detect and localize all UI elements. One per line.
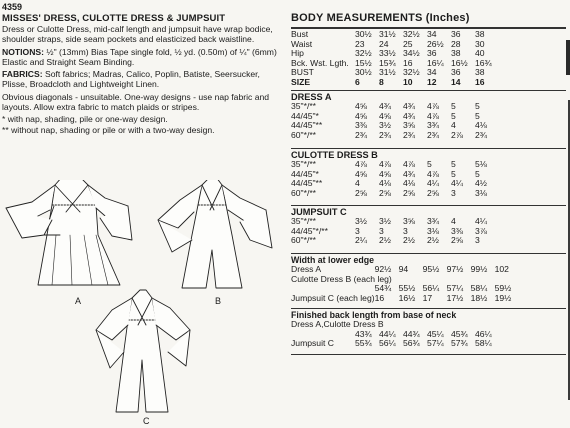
view-b-label: B: [215, 296, 222, 306]
size-value-cell: 3⅞: [475, 225, 487, 236]
size-value-cell: 34: [427, 67, 437, 78]
size-value-cell: 92½: [374, 264, 392, 274]
size-value-cell: 2⅝: [355, 187, 367, 198]
back-length-row: [291, 339, 499, 349]
row-label: 44/45"**: [291, 178, 323, 189]
yardage-row: [291, 160, 499, 170]
yardage-row: [291, 236, 499, 246]
size-value-cell: 36: [451, 67, 461, 78]
size-value-cell: 2½: [427, 235, 439, 246]
size-value-cell: 4¼: [427, 178, 439, 189]
size-value-cell: 2¾: [379, 129, 391, 140]
body-measurements-table-wrap: [291, 30, 499, 88]
size-value-cell: 4⅛: [475, 120, 487, 131]
size-row: [291, 78, 499, 88]
row-label: Bust: [291, 29, 309, 39]
yardage-row: [291, 112, 499, 122]
dress-a-block: [291, 92, 499, 140]
size-value-cell: 5: [451, 101, 456, 111]
size-value-cell: 14: [451, 76, 461, 87]
size-value-cell: 5: [475, 110, 480, 121]
size-value-cell: 5: [451, 110, 456, 121]
size-value-cell: 4: [451, 216, 456, 226]
row-label: BUST: [291, 67, 314, 78]
yardage-row: [291, 102, 499, 112]
yardage-row: [291, 170, 499, 180]
row-label: 44/45"*/**: [291, 225, 328, 236]
size-value-cell: 4¾: [403, 101, 415, 111]
jumpsuit-c-rule: [291, 253, 566, 254]
size-value-cell: 3⅛: [475, 187, 487, 198]
size-value-cell: 2½: [379, 235, 391, 246]
size-value-cell: 5⅛: [475, 159, 487, 169]
size-value-cell: 4⅛: [379, 178, 391, 189]
size-value-cell: 23: [355, 38, 365, 49]
page-edge-mark: [566, 40, 570, 75]
pattern-description-block: [2, 24, 284, 135]
size-value-cell: 3: [355, 225, 360, 236]
size-value-cell: 2⅝: [379, 187, 391, 198]
size-value-cell: 26½: [427, 38, 444, 49]
row-label: Culotte Dress B (each leg): [291, 273, 392, 284]
garment-sketches-svg: [0, 180, 285, 428]
row-label: Jumpsuit C: [291, 338, 334, 349]
size-value-cell: 32½: [403, 29, 420, 39]
size-value-cell: 2¾: [475, 129, 487, 140]
size-value-cell: 58¼: [475, 338, 492, 349]
culotte-b-rule: [291, 205, 566, 206]
row-label: Jumpsuit C (each leg): [291, 292, 375, 303]
pattern-description: Dress or Culotte Dress, mid-calf length and jumpsuit have wrap bodice, shoulder straps, side seam pockets and elasticized back waistline.: [2, 24, 273, 45]
size-value-cell: 4⅞: [403, 159, 415, 169]
size-value-cell: 97½: [446, 264, 464, 274]
size-value-cell: 4⅝: [355, 101, 367, 111]
size-value-cell: 45¼: [427, 328, 444, 339]
size-value-cell: 58¼: [470, 283, 488, 294]
size-value-cell: 5: [475, 101, 480, 111]
size-value-cell: 24: [379, 38, 389, 49]
row-label: 60"*/**: [291, 187, 317, 198]
size-value-cell: 4: [451, 120, 456, 131]
size-value-cell: 57¼: [446, 283, 464, 294]
row-label: 35"*/**: [291, 159, 317, 169]
size-value-cell: 4⅞: [427, 110, 439, 121]
size-value-cell: 3: [379, 225, 384, 236]
size-value-cell: 56¾: [403, 338, 420, 349]
size-value-cell: 4⅝: [379, 168, 391, 179]
row-label: Waist: [291, 38, 313, 49]
row-label: SIZE: [291, 76, 311, 87]
size-value-cell: 18½: [470, 292, 488, 303]
row-label: Dress A: [291, 264, 322, 274]
size-value-cell: 3⅜: [451, 225, 463, 236]
row-label: 60"*/**: [291, 129, 317, 140]
row-label: 60"*/**: [291, 235, 317, 246]
size-rule: [291, 90, 566, 91]
notions-paragraph: [2, 47, 284, 68]
pattern-title: MISSES' DRESS, CULOTTE DRESS & JUMPSUIT: [2, 13, 226, 24]
size-value-cell: 5: [451, 168, 456, 179]
size-value-cell: 3⅝: [403, 216, 415, 226]
yardage-row: [291, 189, 499, 199]
size-value-cell: 55½: [398, 283, 416, 294]
size-value-cell: 33½: [379, 48, 396, 59]
jumpsuit-c-table: [291, 217, 499, 246]
nap-note-without: ** without nap, shading or pile or with a two-way design.: [2, 124, 215, 135]
size-value-cell: 16¼: [427, 57, 444, 68]
size-value-cell: 5: [451, 159, 456, 169]
size-value-cell: 30½: [355, 67, 372, 78]
diagonals-note: Obvious diagonals - unsuitable. One-way designs - use nap fabric and layouts. Allow extra fabric to match plaids or stripes.: [2, 91, 270, 113]
size-value-cell: 34: [427, 29, 437, 39]
body-measurements-table: [291, 30, 499, 88]
size-value-cell: 16: [475, 76, 485, 87]
size-value-cell: 3: [403, 225, 408, 236]
row-label: Bck. Wst. Lgth.: [291, 57, 349, 68]
size-value-cell: 12: [427, 76, 437, 87]
row-label: Dress A,Culotte Dress B: [291, 319, 384, 329]
back-length-table: [291, 320, 499, 349]
size-value-cell: 54¾: [374, 283, 392, 294]
size-value-cell: 16: [403, 57, 413, 68]
size-value-cell: 44¼: [379, 328, 396, 339]
body-measurement-row: [291, 68, 499, 78]
back-length-heading: Finished back length from base of neck: [291, 310, 457, 320]
view-c-label: C: [143, 416, 150, 426]
view-b-culotte-sketch: [158, 180, 272, 288]
size-value-cell: 43¾: [355, 328, 372, 339]
lower-edge-rule: [291, 308, 566, 309]
size-value-cell: 3⅜: [355, 120, 367, 131]
size-value-cell: 3: [475, 235, 480, 246]
yardage-row: [291, 121, 499, 131]
size-value-cell: 40: [475, 48, 485, 59]
size-value-cell: 17½: [446, 292, 464, 303]
dress-a-table: [291, 102, 499, 140]
size-value-cell: 2⅝: [403, 187, 415, 198]
size-value-cell: 15½: [355, 57, 372, 68]
size-value-cell: 32½: [355, 48, 372, 59]
size-value-cell: 3⅛: [427, 225, 439, 236]
size-value-cell: 56¼: [422, 283, 440, 294]
size-value-cell: 59½: [494, 283, 512, 294]
fabrics-label: FABRICS:: [2, 69, 43, 80]
size-value-cell: 16¾: [475, 57, 492, 68]
size-value-cell: 5: [475, 168, 480, 179]
size-value-cell: 2⅝: [451, 235, 463, 246]
size-value-cell: 94: [398, 264, 409, 274]
size-value-cell: 45¾: [451, 328, 468, 339]
culotte-b-table: [291, 160, 499, 198]
size-value-cell: 99½: [470, 264, 488, 274]
back-length-block: [291, 310, 499, 349]
size-value-cell: 4⅞: [427, 168, 439, 179]
size-value-cell: 46¼: [475, 328, 492, 339]
lower-edge-heading: Width at lower edge: [291, 255, 375, 265]
size-value-cell: 4¼: [451, 178, 463, 189]
size-value-cell: 2⅝: [427, 187, 439, 198]
culotte-b-block: [291, 150, 499, 198]
size-value-cell: 6: [355, 76, 360, 87]
size-value-cell: 34½: [403, 48, 420, 59]
size-value-cell: 2¼: [355, 235, 367, 246]
row-label: 44/45"*: [291, 168, 319, 179]
size-value-cell: 10: [403, 76, 413, 87]
body-measurements-heading: BODY MEASUREMENTS (Inches): [291, 12, 470, 24]
size-value-cell: 28: [451, 38, 461, 49]
notions-text: ½" (13mm) Bias Tape single fold, ½ yd. (0.50m) of ¼" (6mm) Elastic and Straight Seam Binding.: [2, 46, 277, 67]
size-value-cell: 38: [451, 48, 461, 59]
size-value-cell: 30½: [355, 29, 372, 39]
size-value-cell: 5: [427, 159, 432, 169]
size-value-cell: 2¾: [403, 129, 415, 140]
measurement-chart-panel: [287, 0, 570, 428]
size-value-cell: 4¾: [379, 101, 391, 111]
size-value-cell: 56¼: [379, 338, 396, 349]
size-value-cell: 31½: [379, 67, 396, 78]
size-value-cell: 16: [374, 292, 385, 303]
notions-label: NOTIONS:: [2, 46, 45, 57]
view-a-label: A: [75, 296, 82, 306]
size-value-cell: 4: [355, 178, 360, 189]
size-value-cell: 4⅝: [355, 110, 367, 121]
size-value-cell: 3½: [355, 216, 367, 226]
back-length-rule: [291, 354, 566, 355]
size-value-cell: 4¾: [403, 110, 415, 121]
nap-note-with: * with nap, shading, pile or one-way design.: [2, 114, 168, 125]
size-value-cell: 4⅝: [379, 110, 391, 121]
size-value-cell: 25: [403, 38, 413, 49]
size-value-cell: 4⅝: [355, 168, 367, 179]
yardage-row: [291, 131, 499, 141]
size-value-cell: 31½: [379, 29, 396, 39]
size-value-cell: 3¾: [427, 216, 439, 226]
dress-a-heading: DRESS A: [291, 92, 332, 102]
size-value-cell: 2⅞: [451, 129, 463, 140]
row-label: 35"*/**: [291, 216, 317, 226]
row-label: 44/45"**: [291, 120, 323, 131]
size-value-cell: 16½: [451, 57, 468, 68]
size-value-cell: 15¾: [379, 57, 396, 68]
view-c-jumpsuit-sketch: [96, 290, 190, 412]
lower-edge-row: [291, 294, 519, 304]
size-value-cell: 55¾: [355, 338, 372, 349]
yardage-row: [291, 179, 499, 189]
size-value-cell: 16½: [398, 292, 416, 303]
garment-sketches: [0, 180, 285, 428]
pattern-number: 4359: [2, 2, 23, 12]
view-a-dress-sketch: [6, 180, 132, 285]
size-value-cell: 4⅞: [379, 159, 391, 169]
yardage-row: [291, 227, 499, 237]
lower-edge-block: [291, 255, 519, 303]
size-value-cell: 4⅛: [403, 178, 415, 189]
size-value-cell: 4¾: [403, 168, 415, 179]
fabrics-paragraph: [2, 69, 284, 90]
row-label: Hip: [291, 48, 304, 59]
size-value-cell: 4¼: [475, 216, 487, 226]
size-value-cell: 17: [422, 292, 433, 303]
row-label: 35"*/**: [291, 101, 317, 111]
jumpsuit-c-block: [291, 207, 499, 246]
size-value-cell: 4⅞: [427, 101, 439, 111]
size-value-cell: 36: [451, 29, 461, 39]
size-value-cell: 2¾: [427, 129, 439, 140]
size-value-cell: 38: [475, 67, 485, 78]
size-value-cell: 3½: [379, 120, 391, 131]
size-value-cell: 102: [494, 264, 509, 274]
size-value-cell: 19½: [494, 292, 512, 303]
culotte-b-heading: CULOTTE DRESS B: [291, 150, 378, 160]
size-value-cell: 4½: [475, 178, 487, 189]
size-value-cell: 44¾: [403, 328, 420, 339]
lower-edge-table: [291, 265, 519, 303]
size-value-cell: 3: [451, 187, 456, 198]
size-value-cell: 4⅞: [355, 159, 367, 169]
size-value-cell: 36: [427, 48, 437, 59]
dress-a-rule: [291, 148, 566, 149]
size-value-cell: 95½: [422, 264, 440, 274]
size-value-cell: 3½: [379, 216, 391, 226]
size-value-cell: 8: [379, 76, 384, 87]
fabrics-text: Soft fabrics; Madras, Calico, Poplin, Batiste, Seersucker, Plisse, Broadcloth and Lightweight Linen.: [2, 69, 260, 90]
size-value-cell: 30: [475, 38, 485, 49]
size-value-cell: 2¾: [355, 129, 367, 140]
size-value-cell: 3⅝: [403, 120, 415, 131]
row-label: 44/45"*: [291, 110, 319, 121]
jumpsuit-c-heading: JUMPSUIT C: [291, 207, 347, 217]
size-value-cell: 38: [475, 29, 485, 39]
size-value-cell: 2½: [403, 235, 415, 246]
size-value-cell: 57¼: [427, 338, 444, 349]
size-value-cell: 32½: [403, 67, 420, 78]
body-measurement-row: [291, 30, 499, 40]
size-value-cell: 3¾: [427, 120, 439, 131]
size-value-cell: 57¾: [451, 338, 468, 349]
